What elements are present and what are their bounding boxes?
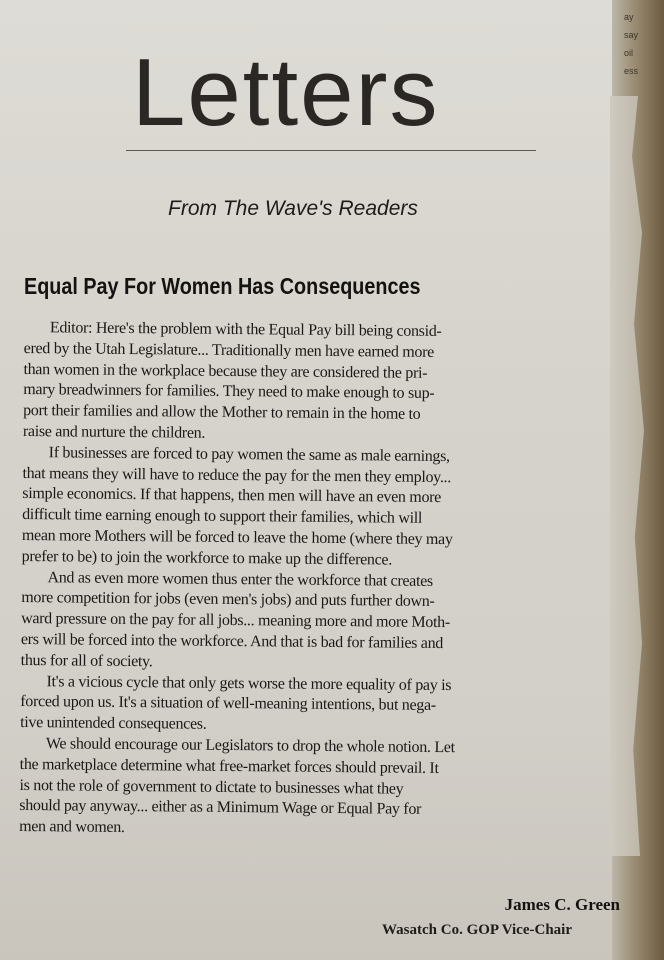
body-line: tive unintended consequences. [20, 714, 207, 733]
body-line: than women in the workplace because they are considered the pri- [23, 360, 428, 382]
body-line: ward pressure on the pay for all jobs... meaning more and more Moth- [21, 610, 450, 632]
body-line: If businesses are forced to pay women the same as male earnings, [48, 444, 450, 465]
body-line: difficult time earning enough to support their families, which will [22, 506, 423, 528]
body-line: ers will be forced into the workforce. And that is bad for families and [20, 630, 444, 652]
body-line: the marketplace determine what free-market forces should prevail. It [19, 755, 439, 777]
edge-word: say [624, 30, 639, 40]
letter-headline: Equal Pay For Women Has Consequences [24, 273, 421, 299]
edge-word: ay [624, 12, 634, 22]
section-masthead: Letters [132, 39, 440, 146]
body-line: forced upon us. It's a situation of well-meaning intentions, but nega- [20, 693, 436, 715]
body-line: mary breadwinners for families. They need to make enough to sup- [23, 381, 435, 403]
body-line: port their families and allow the Mother to remain in the home to [23, 402, 421, 423]
body-line: should pay anyway... either as a Minimum Wage or Equal Pay for [19, 797, 422, 819]
body-line: thus for all of society. [20, 651, 153, 670]
body-line: is not the role of government to dictate to businesses what they [19, 776, 404, 798]
letter-signature [360, 892, 620, 942]
masthead-divider [126, 150, 536, 151]
edge-word: ess [624, 66, 639, 76]
body-line: more competition for jobs (even men's jobs) and puts further down- [21, 589, 435, 611]
body-line: simple economics. If that happens, then men will have an even more [22, 485, 442, 507]
body-line: mean more Mothers will be forced to leave the home (where they may [21, 526, 453, 549]
letter-body [19, 318, 604, 843]
edge-word: oil [624, 48, 634, 58]
body-line: prefer to be) to join the workforce to make up the difference. [21, 547, 393, 569]
body-line: ered by the Utah Legislature... Traditionally men have earned more [23, 339, 435, 361]
section-tagline: From The Wave's Readers [168, 197, 418, 220]
body-line: It's a vicious cycle that only gets worse the more equality of pay is [46, 672, 452, 694]
body-line: that means they will have to reduce the pay for the men they employ... [22, 464, 452, 486]
body-line: And as even more women thus enter the workforce that creates [47, 568, 433, 590]
body-line: raise and nurture the children. [22, 422, 206, 442]
body-line: We should encourage our Legislators to drop the whole notion. Let [45, 735, 455, 757]
edge-fragment-text [624, 8, 658, 80]
body-line: Editor: Here's the problem with the Equal Pay bill being consid- [49, 319, 442, 341]
author-name: James C. Green [504, 895, 620, 914]
author-title: Wasatch Co. GOP Vice-Chair [382, 922, 572, 938]
body-line: men and women. [19, 818, 125, 837]
